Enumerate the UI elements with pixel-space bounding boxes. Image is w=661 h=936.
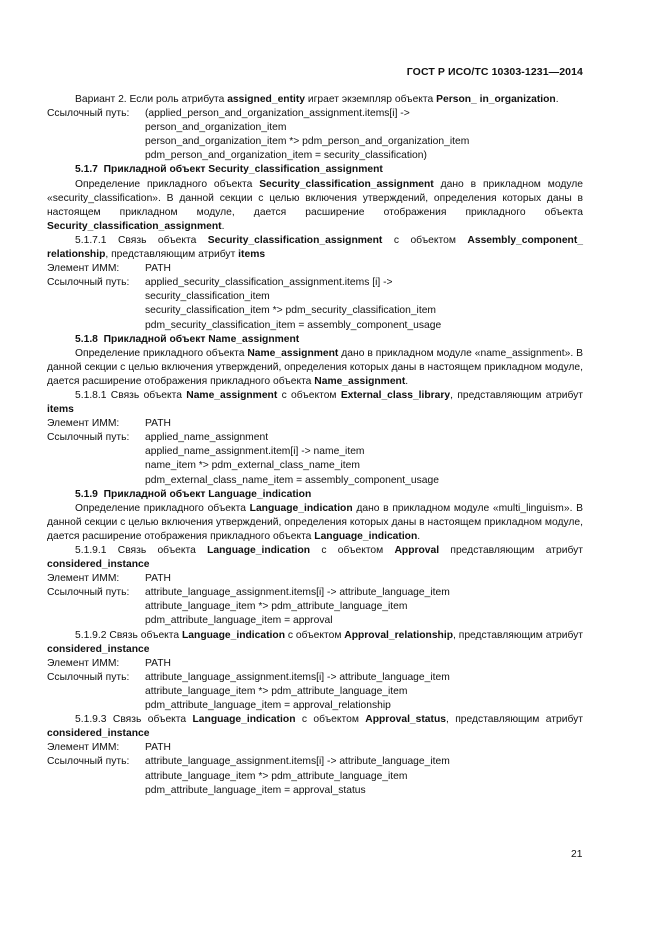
path-row: Ссылочный путь: applied_security_classification_assignment.items [i] -> (47, 277, 393, 289)
path-line: security_classification_item (145, 291, 270, 303)
element-row: Элемент ИММ: PATH (47, 742, 171, 754)
subsection-5-1-9-2: 5.1.9.2 Связь объекта Language_indication с объектом Approval_relationship, представляющим атрибут considered_instance (47, 629, 583, 655)
definition-paragraph: Определение прикладного объекта Security_classification_assignment дано в прикладном модуле «security_classification». В данной секции с целью включения утверждений, определения которых даны в настоящем прикладном модуле, дается расширение отображения прикладного объекта Security_classification_assignment. (47, 178, 583, 232)
path-row: Ссылочный путь: attribute_language_assignment.items[i] -> attribute_language_item (47, 587, 450, 599)
path-line: attribute_language_item *> pdm_attribute_language_item (145, 601, 408, 613)
path-row: Ссылочный путь: applied_name_assignment (47, 432, 269, 444)
definition-paragraph: Определение прикладного объекта Language_indication дано в прикладном модуле «multi_linguism». В данной секции с целью включения утверждений, определения которых даны в настоящем прикладном модуле, дается расширение отображения прикладного объекта Language_indication. (47, 502, 583, 542)
page-content (47, 93, 583, 798)
element-row: Элемент ИММ: PATH (47, 657, 171, 669)
section-heading-5-1-7: 5.1.7 Прикладной объект Security_classification_assignment (75, 164, 383, 176)
path-line: pdm_person_and_organization_item = security_classification) (145, 150, 427, 162)
path-line: person_and_organization_item (145, 122, 287, 134)
element-row: Элемент ИММ: PATH (47, 263, 171, 275)
subsection-5-1-9-3: 5.1.9.3 Связь объекта Language_indication с объектом Approval_status, представляющим атрибут considered_instance (47, 714, 583, 740)
path-row: Ссылочный путь: attribute_language_assignment.items[i] -> attribute_language_item (47, 671, 450, 683)
path-line: pdm_external_class_name_item = assembly_component_usage (145, 474, 439, 486)
element-row: Элемент ИММ: PATH (47, 573, 171, 585)
variant-paragraph: Вариант 2. Если роль атрибута assigned_entity играет экземпляр объекта Person_ in_organization. (75, 94, 559, 105)
page-number: 21 (571, 849, 583, 860)
path-row: Ссылочный путь: attribute_language_assignment.items[i] -> attribute_language_item (47, 756, 450, 768)
variant-path: Ссылочный путь: (applied_person_and_organization_assignment.items[i] -> (47, 108, 410, 120)
path-line: pdm_attribute_language_item = approval_relationship (145, 700, 391, 712)
path-line: name_item *> pdm_external_class_name_item (145, 460, 360, 472)
definition-paragraph: Определение прикладного объекта Name_assignment дано в прикладном модуле «name_assignment». В данной секции с целью включения утверждений, определения которых даны в настоящем прикладном модуле, дается расширение отображения прикладного объекта Name_assignment. (47, 347, 583, 387)
path-line: person_and_organization_item *> pdm_person_and_organization_item (145, 136, 470, 148)
subsection-5-1-8-1: 5.1.8.1 Связь объекта Name_assignment с объектом External_class_library, представляющим атрибут items (47, 389, 583, 416)
subsection-5-1-9-1: 5.1.9.1 Связь объекта Language_indication с объектом Approval представляющим атрибут considered_instance (47, 545, 583, 571)
element-row: Элемент ИММ: PATH (47, 418, 171, 430)
section-heading-5-1-9: 5.1.9 Прикладной объект Language_indication (75, 488, 312, 500)
path-line: pdm_attribute_language_item = approval_status (145, 784, 366, 796)
path-line: pdm_security_classification_item = assembly_component_usage (145, 319, 442, 331)
path-line: attribute_language_item *> pdm_attribute_language_item (145, 770, 408, 782)
path-line: security_classification_item *> pdm_security_classification_item (145, 305, 437, 317)
document-header: ГОСТ Р ИСО/ТС 10303-1231—2014 (406, 66, 583, 78)
subsection-5-1-7-1: 5.1.7.1 Связь объекта Security_classification_assignment с объектом Assembly_component_ relationship, представляющим атрибут items (47, 234, 583, 261)
path-line: applied_name_assignment.item[i] -> name_item (145, 446, 365, 458)
path-line: attribute_language_item *> pdm_attribute_language_item (145, 685, 408, 697)
path-line: pdm_attribute_language_item = approval (145, 615, 333, 627)
section-heading-5-1-8: 5.1.8 Прикладной объект Name_assignment (75, 333, 300, 345)
